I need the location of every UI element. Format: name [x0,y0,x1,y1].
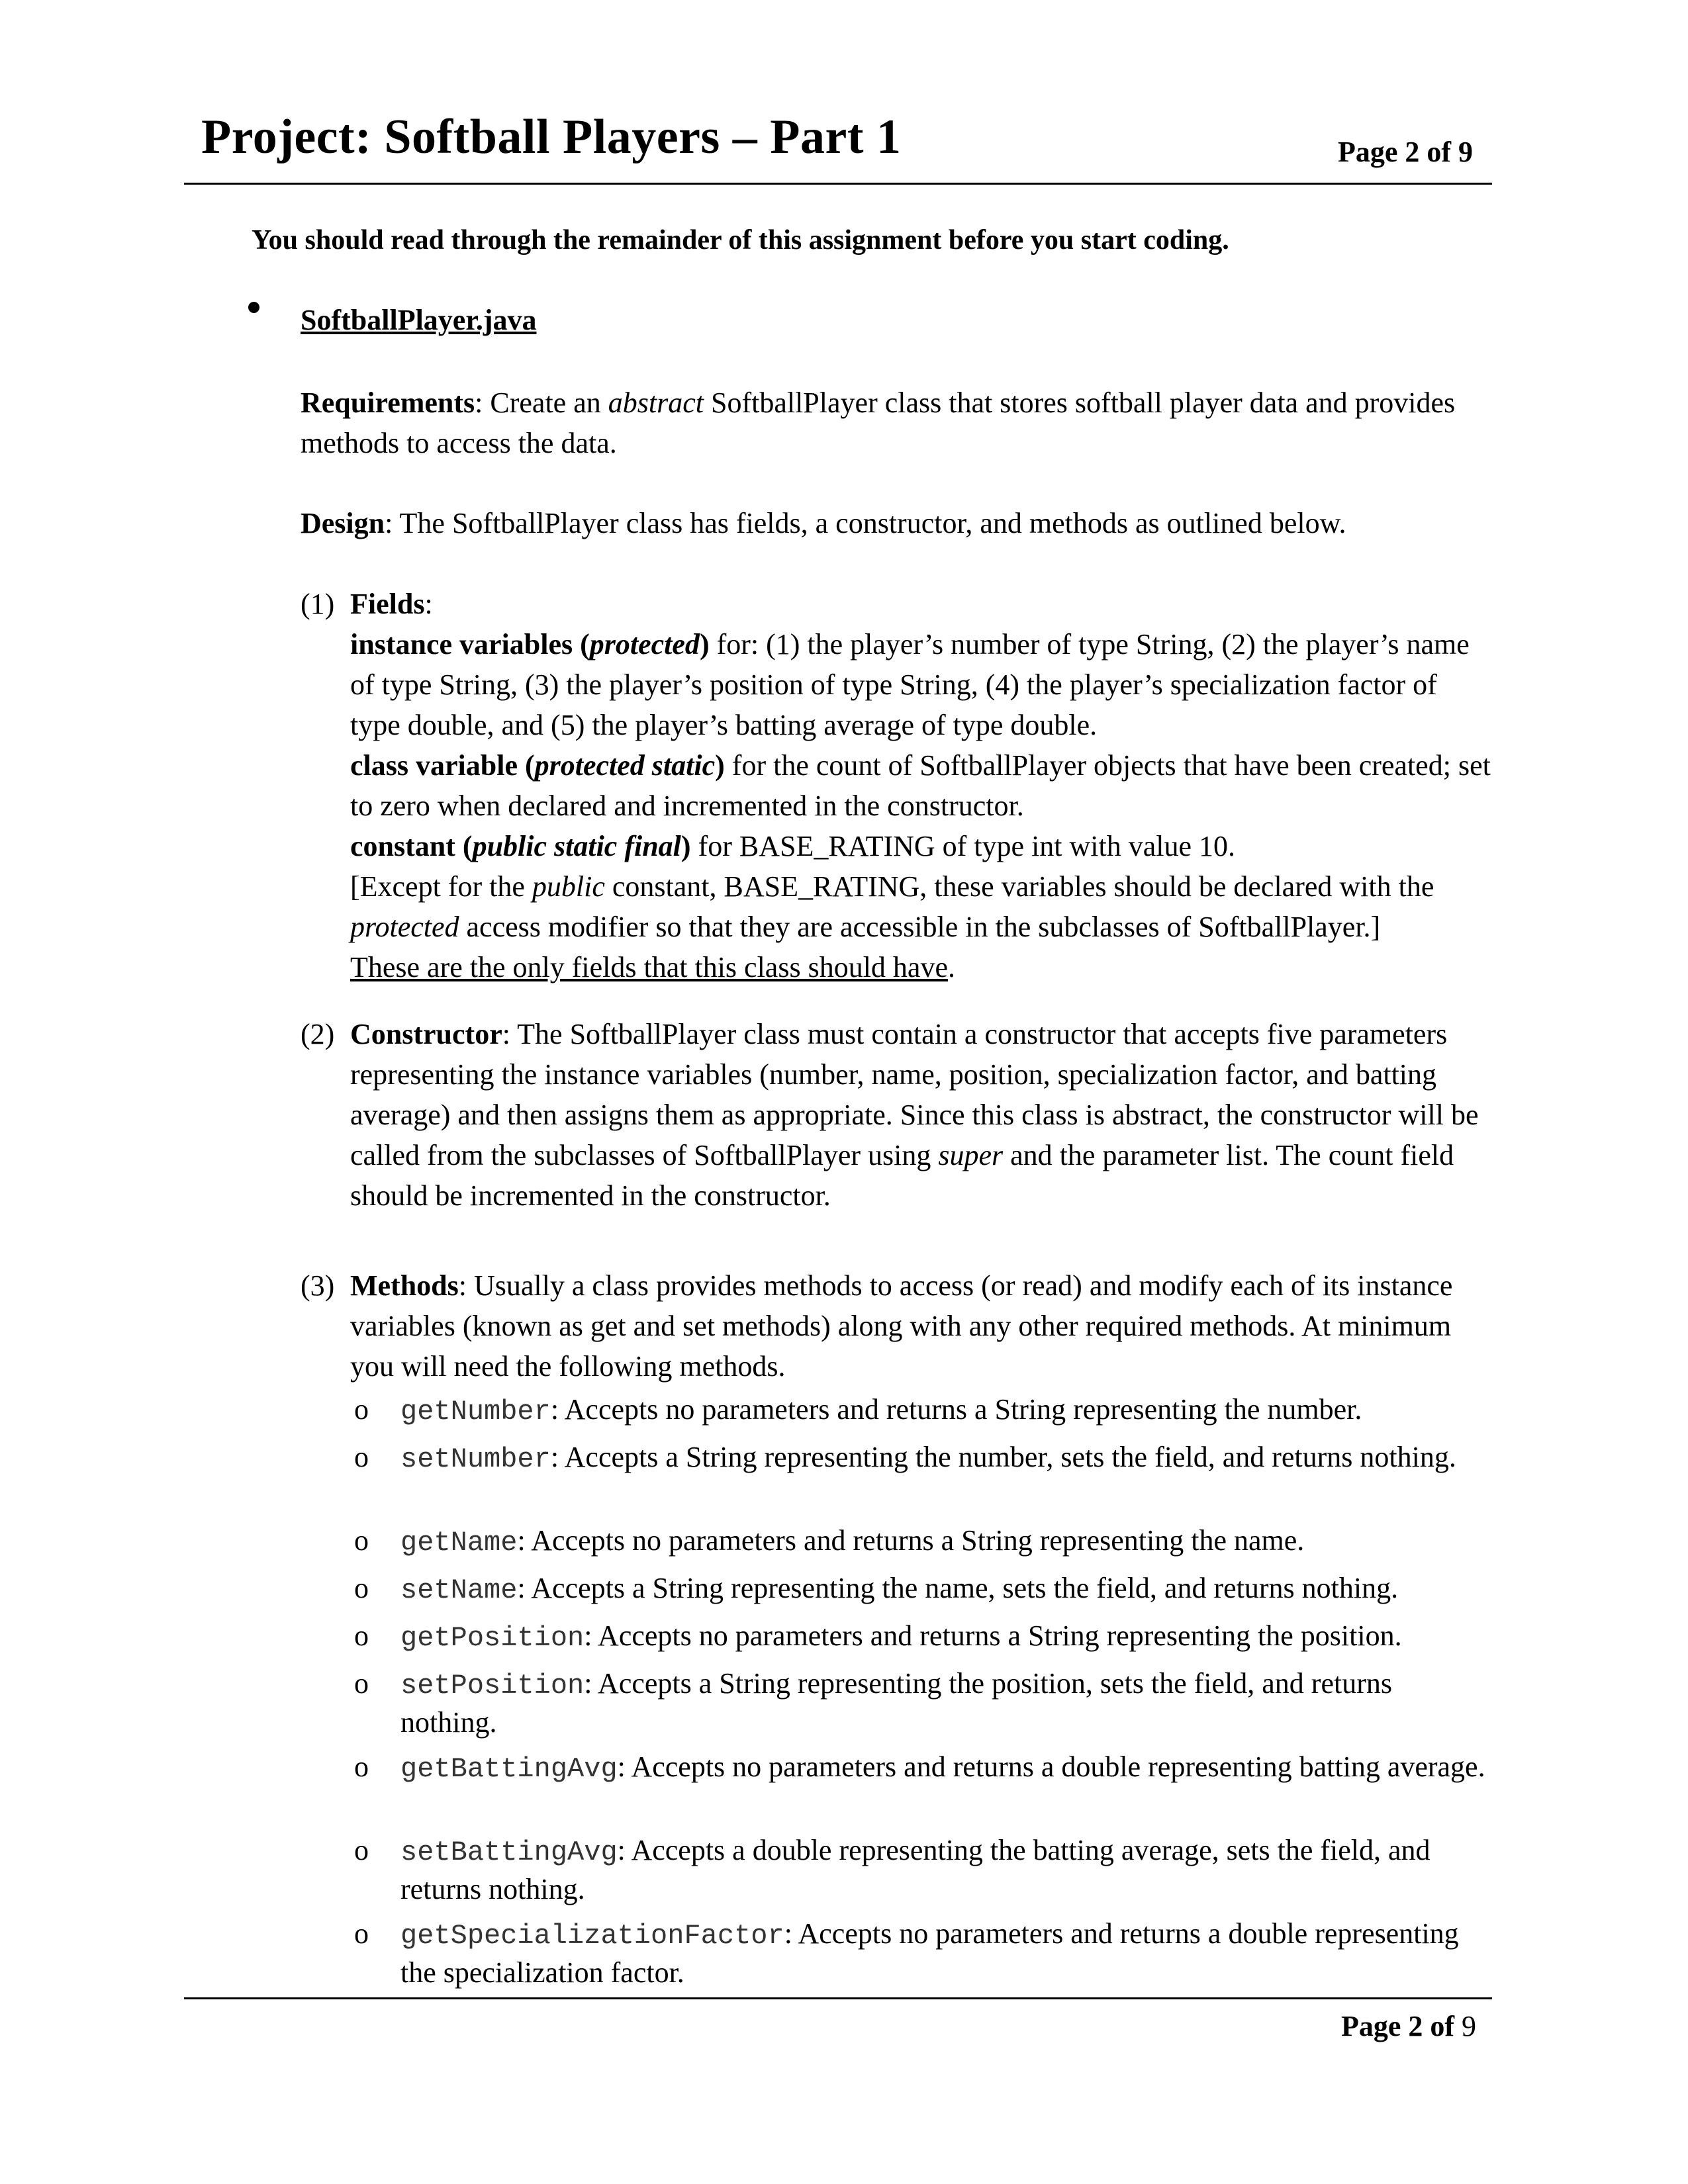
constant-text: constant (public static final) for BASE_RATING of type int with value 10. [350,830,1236,862]
method-name: getBattingAvg [400,1753,618,1785]
methods-number: (3) [301,1269,335,1302]
method-name: getNumber [400,1396,551,1428]
method-item: setPosition: Accepts a String representing the position, sets the field, and returns nothing. [400,1667,1392,1739]
constructor-section: Constructor: The SoftballPlayer class must contain a constructor that accepts five parameters representing the instance variables (number, name, position, specialization factor, and batting average) and then assigns them as appropriate. Since this class is abstract, the constructor will be called from the subclasses of SoftballPlayer using super and the parameter list. The count field should be incremented in the constructor. [350,1018,1479,1212]
list-bullet-icon: o [354,1834,369,1866]
method-name: setNumber [400,1443,551,1475]
bullet-icon [248,302,259,313]
requirements-label: Requirements [301,387,475,419]
list-bullet-icon: o [354,1667,369,1700]
list-bullet-icon: o [354,1619,369,1652]
design-label: Design [301,507,385,539]
footer-page-number: Page 2 of 9 [1340,2010,1476,2042]
list-bullet-icon: o [354,1572,369,1604]
requirements-paragraph: Requirements: Create an abstract SoftballPlayer class that stores softball player data and provides methods to access the data. [301,387,1456,459]
fields-label: Fields [350,588,425,620]
only-fields-note: These are the only fields that this class should have. [350,951,955,983]
list-bullet-icon: o [354,1917,369,1950]
page-title: Project: Softball Players – Part 1 [201,110,902,164]
method-name: getSpecializationFactor [400,1920,784,1952]
method-item: setNumber: Accepts a String representing the number, sets the field, and returns nothing. [400,1441,1456,1475]
class-variable-text: class variable (protected static) for the count of SoftballPlayer objects that have been created; set to zero when declared and incremented in the constructor. [350,749,1491,822]
filename-heading: SoftballPlayer.java [301,304,537,336]
access-modifier-note: [Except for the public constant, BASE_RATING, these variables should be declared with the protected access modifier so that they are accessible in the subclasses of SoftballPlayer.] [350,870,1434,943]
method-item: getName: Accepts no parameters and returns a String representing the name. [400,1524,1305,1559]
list-bullet-icon: o [354,1441,369,1473]
method-item: getBattingAvg: Accepts no parameters and returns a double representing batting average. [400,1751,1485,1785]
method-name: getPosition [400,1622,585,1654]
instance-variables-text: instance variables (protected) for: (1) the player’s number of type String, (2) the player’s name of type String, (3) the player’s position of type String, (4) the player’s specialization factor of type double, and (5) the player’s batting average of type double. [350,628,1470,741]
method-item: setName: Accepts a String representing the name, sets the field, and returns nothing. [400,1572,1399,1606]
list-bullet-icon: o [354,1524,369,1557]
footer-rule [184,1997,1492,1999]
fields-number: (1) [301,588,335,620]
method-item: getPosition: Accepts no parameters and returns a String representing the position. [400,1619,1402,1654]
list-bullet-icon: o [354,1393,369,1426]
method-name: setBattingAvg [400,1837,618,1868]
methods-label: Methods [350,1269,459,1302]
fields-section: Fields: instance variables (protected) for: (1) the player’s number of type String, (2) the player’s name of type String, (3) the player’s position of type String, (4) the player’s specialization factor of type double, and (5) the player’s batting average of type double. class variable (protected static) for the count of SoftballPlayer objects that have been created; set to zero when declared and incremented in the constructor. constant (public static final) for BASE_RATING of type int with value 10. [Except for the public constant, BASE_RATING, these variables should be declared with the protected access modifier so that they are accessible in the subclasses of SoftballPlayer.] These are the only fields that this class should have. [350,584,1492,987]
methods-section: Methods: Usually a class provides methods to access (or read) and modify each of its instance variables (known as get and set methods) along with any other required methods. At minimum you will need the following methods. [350,1269,1453,1383]
design-paragraph: Design: The SoftballPlayer class has fields, a constructor, and methods as outlined below. [301,507,1346,539]
header-rule [184,183,1492,185]
header-page-number: Page 2 of 9 [1337,136,1473,168]
method-name: setName [400,1574,518,1606]
constructor-number: (2) [301,1018,335,1050]
list-bullet-icon: o [354,1751,369,1783]
method-item: getSpecializationFactor: Accepts no parameters and returns a double representing the specialization factor. [400,1917,1459,1989]
method-item: getNumber: Accepts no parameters and returns a String representing the number. [400,1393,1362,1428]
method-name: getName [400,1527,518,1559]
constructor-label: Constructor [350,1018,502,1050]
method-name: setPosition [400,1670,585,1702]
intro-note: You should read through the remainder of this assignment before you start coding. [252,225,1229,255]
method-item: setBattingAvg: Accepts a double representing the batting average, sets the field, and returns nothing. [400,1834,1430,1905]
